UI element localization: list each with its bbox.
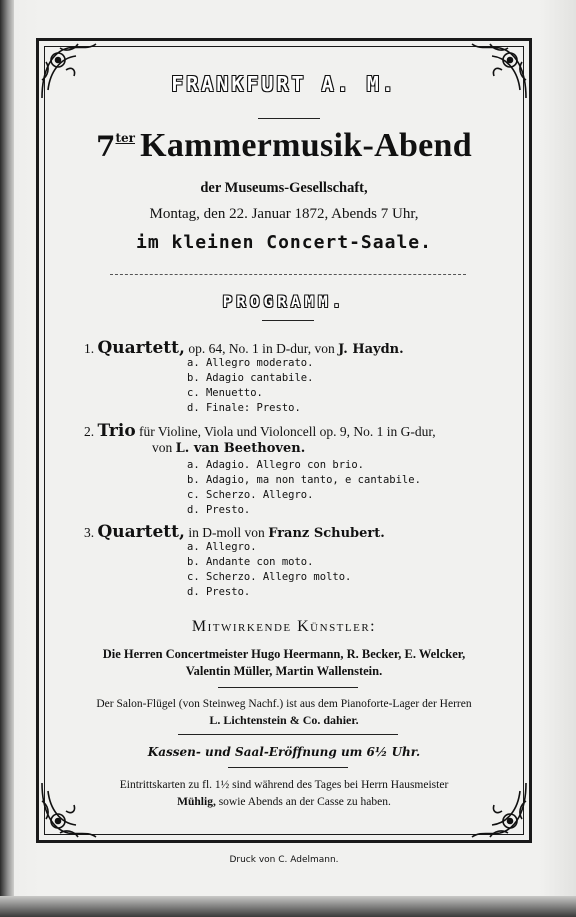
performers-heading: Mitwirkende Künstler: xyxy=(191,618,377,635)
work-details: von xyxy=(152,440,173,455)
work-title: Quartett, xyxy=(97,338,185,358)
work-title: Quartett, xyxy=(97,522,185,542)
movement: d. Finale: Presto. xyxy=(187,402,301,414)
divider xyxy=(218,687,358,688)
work-title: Trio xyxy=(97,421,136,441)
tickets-line-2 xyxy=(54,796,514,808)
movement: c. Menuetto. xyxy=(187,387,263,399)
divider xyxy=(262,320,314,321)
programme-item-2-composer-line xyxy=(152,440,305,456)
society-line: der Museums-Gesellschaft, xyxy=(200,180,368,196)
performers-line: Die Herren Concertmeister Hugo Heermann, R. Becker, E. Welcker, xyxy=(102,647,466,661)
work-details: op. 64, No. 1 in D-dur, von xyxy=(188,341,335,356)
movement: c. Scherzo. Allegro. xyxy=(187,489,314,501)
tickets-text: sowie Abends an der Casse zu haben. xyxy=(218,796,391,808)
programme-item-3 xyxy=(84,522,385,542)
concert-number: 7 xyxy=(96,130,116,163)
doors-opening: Kassen- und Saal-Eröffnung um 6½ Uhr. xyxy=(147,745,421,759)
dotted-divider xyxy=(110,274,466,275)
movement: a. Allegro. xyxy=(187,541,257,553)
performers-line: Valentin Müller, Martin Wallenstein. xyxy=(185,664,383,678)
divider xyxy=(178,734,398,735)
programme-item-1 xyxy=(84,338,404,358)
movement: d. Presto. xyxy=(187,504,251,516)
composer: J. Haydn. xyxy=(338,342,404,357)
movement: a. Adagio. Allegro con brio. xyxy=(187,459,365,471)
programme-item-2 xyxy=(84,421,436,441)
programme-heading: PROGRAMM. xyxy=(222,292,346,311)
concert-number-suffix: ter xyxy=(115,131,135,145)
divider xyxy=(258,118,320,119)
printer-credit: Druck von C. Adelmann. xyxy=(229,855,339,865)
movement: c. Scherzo. Allegro molto. xyxy=(187,571,352,583)
item-number: 2. xyxy=(84,424,95,439)
item-number: 1. xyxy=(84,341,95,356)
composer: L. van Beethoven. xyxy=(175,441,306,456)
movement: a. Allegro moderato. xyxy=(187,357,314,369)
work-details: für Violine, Viola und Violoncell op. 9, No. 1 in G-dur, xyxy=(139,424,436,439)
divider xyxy=(228,767,348,768)
movement: b. Adagio, ma non tanto, e cantabile. xyxy=(187,474,421,486)
work-details: in D-moll von xyxy=(188,525,265,540)
concert-title xyxy=(54,127,514,165)
date-line: Montag, den 22. Januar 1872, Abends 7 Uhr, xyxy=(149,206,419,222)
venue-line: im kleinen Concert-Saale. xyxy=(136,232,432,253)
tickets-line: Eintrittskarten zu fl. 1½ sind während des Tages bei Herrn Hausmeister xyxy=(119,779,449,791)
caretaker-name: Mühlig, xyxy=(177,796,216,808)
item-number: 3. xyxy=(84,525,95,540)
scan-edge xyxy=(0,896,576,917)
concert-title-text: Kammermusik-Abend xyxy=(140,127,472,164)
piano-note-line: Der Salon-Flügel (von Steinweg Nachf.) ist aus dem Pianoforte-Lager der Herren xyxy=(96,698,472,710)
piano-note-line: L. Lichtenstein & Co. dahier. xyxy=(209,713,359,727)
movement: b. Adagio cantabile. xyxy=(187,372,314,384)
composer: Franz Schubert. xyxy=(268,526,385,541)
movement: d. Presto. xyxy=(187,586,251,598)
book-spine-shadow xyxy=(0,0,14,917)
movement: b. Andante con moto. xyxy=(187,556,314,568)
city-heading: FRANKFURT A. M. xyxy=(171,72,397,96)
